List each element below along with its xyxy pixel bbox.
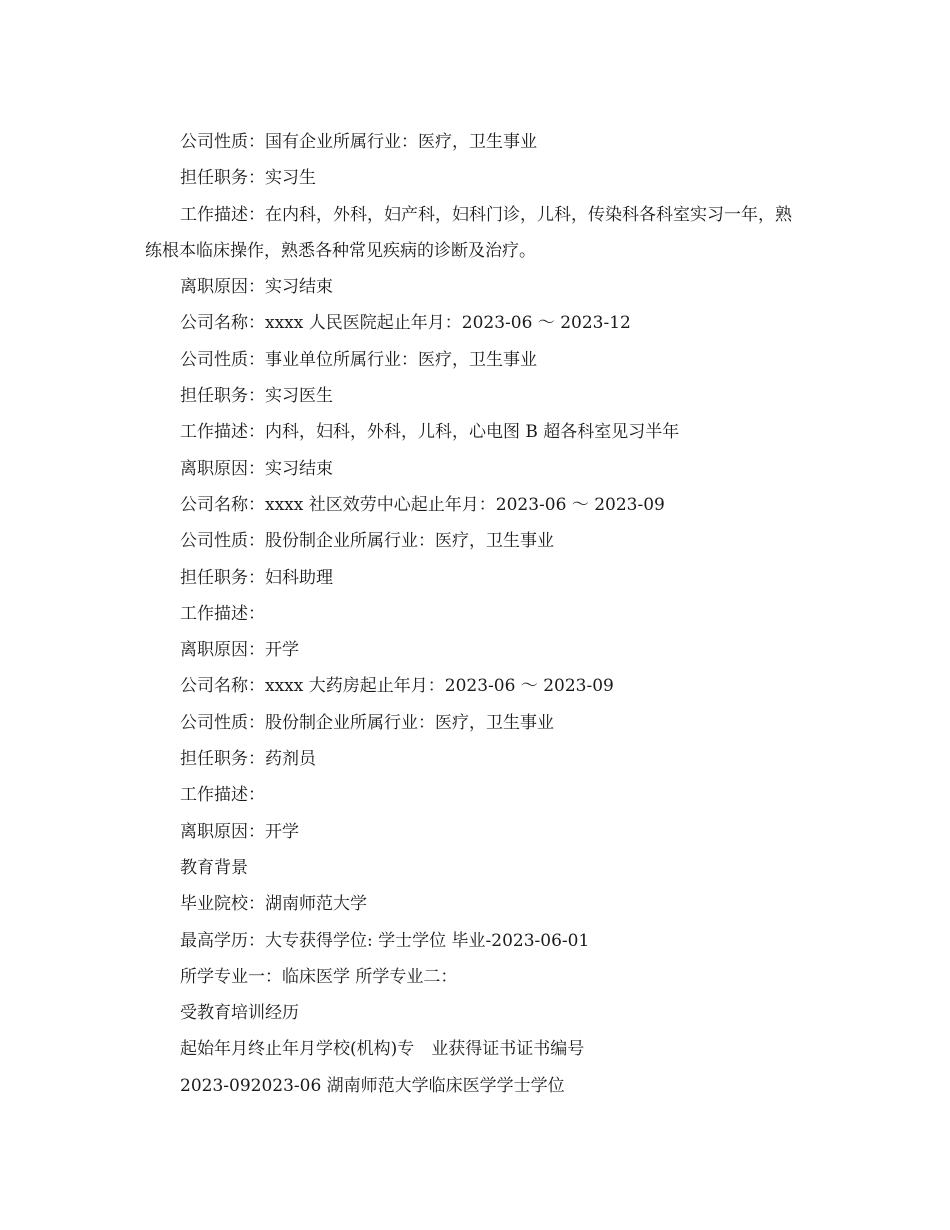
company-nature-line-2: 公司性质：事业单位所属行业：医疗，卫生事业 bbox=[180, 349, 537, 370]
training-heading: 受教育培训经历 bbox=[180, 1003, 299, 1024]
company-nature-line-4: 公司性质：股份制企业所属行业：医疗，卫生事业 bbox=[180, 712, 554, 733]
company-nature-line-1: 公司性质：国有企业所属行业：医疗，卫生事业 bbox=[180, 132, 537, 152]
leave-reason-line-3: 离职原因：开学 bbox=[180, 640, 299, 661]
company-name-line-3: 公司名称：xxxx 社区效劳中心起止年月：2023-06 ～ 2023-09 bbox=[180, 494, 665, 515]
highest-degree-line: 最高学历：大专获得学位: 学士学位 毕业-2023-06-01 bbox=[180, 930, 590, 951]
position-line-3: 担任职务：妇科助理 bbox=[180, 567, 333, 588]
graduation-school-line: 毕业院校：湖南师范大学 bbox=[180, 894, 367, 915]
work-description-line-3: 工作描述： bbox=[180, 603, 265, 624]
leave-reason-line-2: 离职原因：实习结束 bbox=[180, 458, 333, 479]
position-line-2: 担任职务：实习医生 bbox=[180, 386, 333, 407]
company-nature-line-3: 公司性质：股份制企业所属行业：医疗，卫生事业 bbox=[180, 531, 554, 552]
work-description-line-2: 工作描述：内科，妇科，外科，儿科，心电图 B 超各科室见习半年 bbox=[180, 422, 680, 443]
work-description-line-1: 工作描述：在内科，外科，妇产科，妇科门诊，儿科，传染科各科室实习一年，熟练根本临床操作，熟悉各种常见疾病的诊断及治疗。 bbox=[145, 204, 792, 261]
work-description-line-4: 工作描述： bbox=[180, 785, 265, 806]
education-heading: 教育背景 bbox=[180, 857, 248, 878]
major-line: 所学专业一：临床医学 所学专业二： bbox=[180, 966, 458, 987]
document-page bbox=[0, 124, 950, 1104]
position-line-4: 担任职务：药剂员 bbox=[180, 749, 316, 770]
company-name-line-2: 公司名称：xxxx 人民医院起止年月：2023-06 ～ 2023-12 bbox=[180, 313, 631, 334]
company-name-line-4: 公司名称：xxxx 大药房起止年月：2023-06 ～ 2023-09 bbox=[180, 676, 614, 697]
training-table-row: 2023-092023-06 湖南师范大学临床医学学士学位 bbox=[180, 1075, 565, 1096]
position-line-1: 担任职务：实习生 bbox=[180, 168, 316, 189]
leave-reason-line-1: 离职原因：实习结束 bbox=[180, 277, 333, 298]
training-table-header: 起始年月终止年月学校(机构)专 业获得证书证书编号 bbox=[180, 1039, 585, 1060]
leave-reason-line-4: 离职原因：开学 bbox=[180, 821, 299, 842]
